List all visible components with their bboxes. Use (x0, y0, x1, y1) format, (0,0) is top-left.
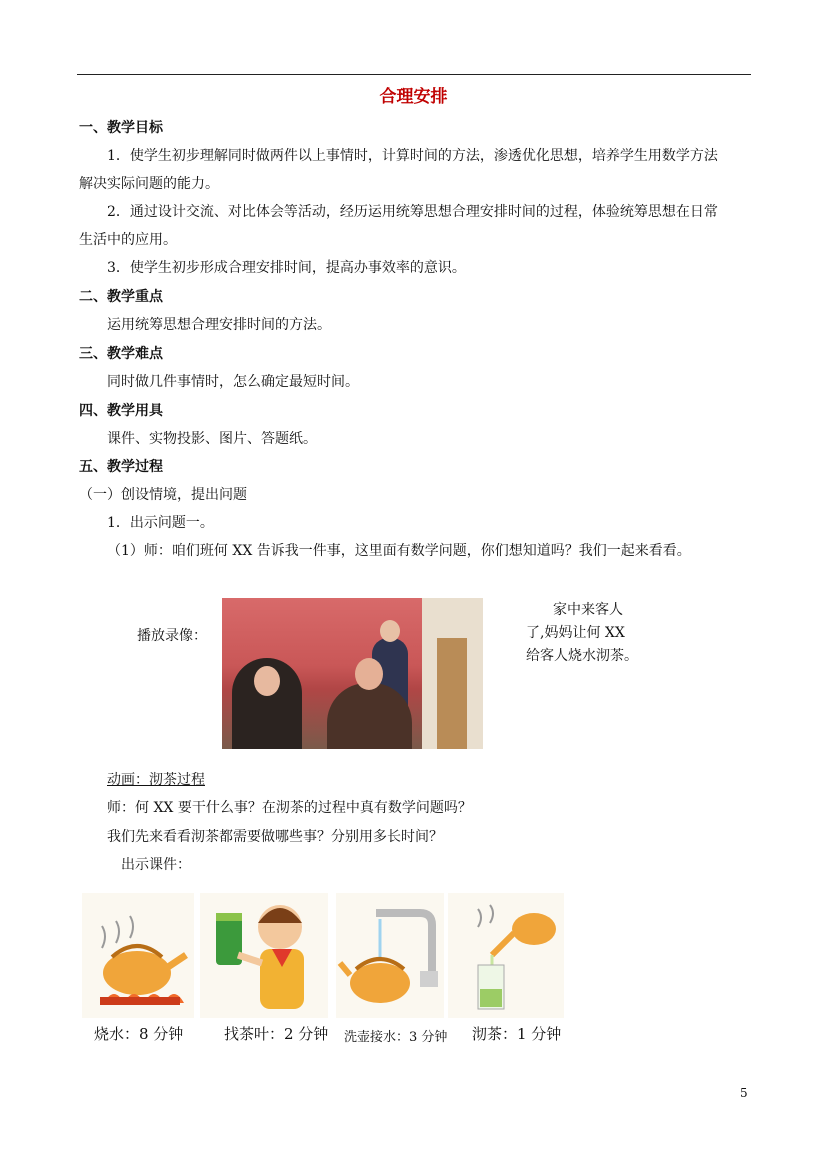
section-heading-tools: 四、教学用具 (79, 403, 163, 419)
objective-1: 1．使学生初步理解同时做两件以上事情时，计算时间的方法，渗透优化思想，培养学生用数学方法 (107, 148, 718, 164)
process-item-1-1: （1）师：咱们班何 XX 告诉我一件事，这里面有数学问题，你们想知道吗？我们一起来看看。 (107, 543, 691, 559)
show-courseware: 出示课件： (121, 857, 191, 873)
difficulty-text: 同时做几件事情时，怎么确定最短时间。 (107, 374, 359, 390)
objective-2-cont: 生活中的应用。 (79, 232, 177, 248)
door (437, 638, 467, 749)
teacher-question-1: 师：何 XX 要干什么事？在沏茶的过程中真有数学问题吗？ (107, 800, 472, 816)
header-rule (77, 74, 751, 75)
section-heading-focus: 二、教学重点 (79, 289, 163, 305)
woman-figure (327, 683, 412, 749)
pouring-tea-icon (448, 893, 564, 1018)
objective-2: 2．通过设计交流、对比体会等活动，经历运用统筹思想合理安排时间的过程，体验统筹思想在日常 (107, 204, 718, 220)
objective-1-cont: 解决实际问题的能力。 (79, 176, 219, 192)
tap-and-kettle-icon (336, 893, 444, 1018)
make-tea-panel (448, 893, 564, 1018)
task-illustration-strip (82, 893, 564, 1053)
focus-text: 运用统筹思想合理安排时间的方法。 (107, 317, 331, 333)
page-title: 合理安排 (379, 87, 448, 107)
boy-with-tea-can-icon (200, 893, 328, 1018)
section-heading-objectives: 一、教学目标 (79, 120, 163, 136)
task-caption-find-tea: 找茶叶：2 分钟 (224, 1025, 329, 1043)
section-heading-difficulty: 三、教学难点 (79, 346, 163, 362)
task-caption-wash-pot: 洗壶接水：3 分钟 (344, 1030, 448, 1045)
video-still-image[interactable] (222, 598, 483, 749)
page-number: 5 (740, 1086, 748, 1100)
process-subheading: （一）创设情境，提出问题 (79, 487, 247, 503)
video-label: 播放录像： (137, 628, 207, 644)
process-item-1: 1．出示问题一。 (107, 515, 214, 531)
section-heading-process: 五、教学过程 (79, 459, 163, 475)
task-caption-make-tea: 沏茶：1 分钟 (472, 1025, 562, 1043)
find-tea-panel (200, 893, 328, 1018)
girl-figure (232, 658, 302, 749)
animation-link[interactable]: 动画：沏茶过程 (107, 772, 205, 788)
story-line-1: 家中来客人 (553, 602, 623, 618)
teacher-question-2: 我们先来看看沏茶都需要做哪些事？分别用多长时间？ (107, 829, 443, 845)
kettle-on-fire-icon (82, 893, 194, 1018)
task-caption-boil: 烧水：8 分钟 (94, 1025, 184, 1043)
tools-text: 课件、实物投影、图片、答题纸。 (107, 431, 317, 447)
wash-pot-panel (336, 893, 444, 1018)
story-line-2: 了,妈妈让何 XX (526, 625, 625, 641)
boil-water-panel (82, 893, 194, 1018)
objective-3: 3．使学生初步形成合理安排时间，提高办事效率的意识。 (107, 260, 466, 276)
story-line-3: 给客人烧水沏茶。 (526, 648, 638, 664)
